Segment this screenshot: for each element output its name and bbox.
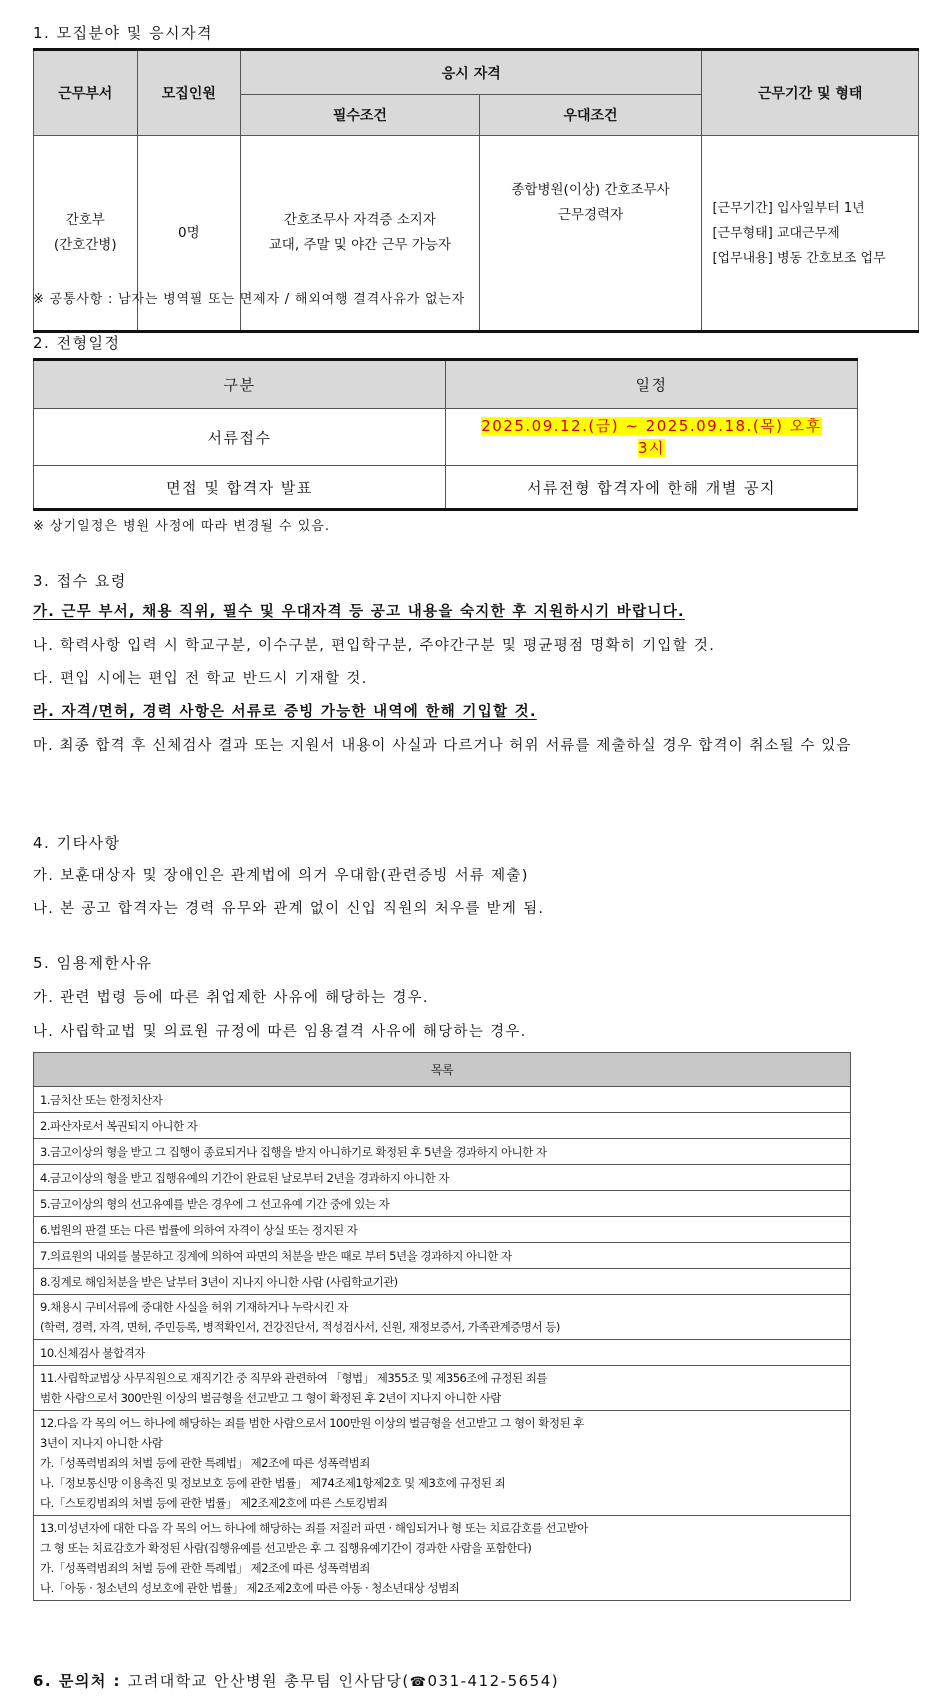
required-line-1: 간호조무사 자격증 소지자 (283, 212, 436, 228)
list-row (34, 1217, 851, 1243)
list-item-line: 나.「정보통신망 이용촉진 및 정보보호 등에 관한 법률」 제74조제1항제2호 및 제3호에 규정된 죄 (40, 1476, 506, 1490)
list-item-line: 2.파산자로서 복권되지 아니한 자 (40, 1118, 198, 1133)
list-row (34, 1113, 851, 1139)
header-schedule: 일정 (446, 360, 858, 409)
list-item-line: (학력, 경력, 자격, 면허, 주민등록, 병적확인서, 건강진단서, 적성검사서, 신원, 재정보증서, 가족관계증명서 등) (40, 1320, 560, 1334)
preferred-cell (479, 136, 702, 332)
list-item (34, 1295, 851, 1340)
list-item (34, 1087, 851, 1113)
list-item (34, 1269, 851, 1295)
preferred-line-1: 종합병원(이상) 간호조무사 (511, 182, 670, 198)
list-item-line: 8.징계로 해임처분을 받은 날부터 3년이 지나지 아니한 사람 (사립학교기관) (40, 1274, 398, 1289)
list-item-line: 3.금고이상의 형을 받고 그 집행이 종료되거나 집행을 받지 아니하기로 확정된 후 5년을 경과하지 아니한 자 (40, 1144, 547, 1159)
list-item (34, 1243, 851, 1269)
list-item-line: 4.금고이상의 형을 받고 집행유예의 기간이 완료된 날로부터 2년을 경과하지 아니한 자 (40, 1170, 450, 1185)
other-item-na: 나. 본 공고 합격자는 경력 유무와 관계 없이 신입 직원의 처우를 받게 됨. (33, 901, 545, 917)
list-item-line: 11.사립학교법상 사무직원으로 재직기간 중 직무와 관련하여 「형법」 제355조 및 제356조에 규정된 죄를 (40, 1371, 547, 1385)
common-note: ※ 공통사항 : 남자는 병역필 또는 면제자 / 해외여행 결격사유가 없는자 (33, 292, 466, 307)
header-qualification: 응시 자격 (241, 50, 702, 95)
list-row (34, 1516, 851, 1601)
list-row (34, 1243, 851, 1269)
header-preferred: 우대조건 (479, 95, 702, 136)
apply-item-ga: 가. 근무 부서, 채용 직위, 필수 및 우대자격 등 공고 내용을 숙지한 후 지원하시기 바랍니다. (33, 604, 685, 620)
restriction-item-ga: 가. 관련 법령 등에 따른 취업제한 사유에 해당하는 경우. (33, 990, 429, 1006)
count-cell: 0명 (137, 136, 241, 332)
list-item-line: 12.다음 각 목의 어느 하나에 해당하는 죄를 범한 사람으로서 100만원 이상의 벌금형을 선고받고 그 형이 확정된 후 (40, 1416, 584, 1430)
list-item-line: 13.미성년자에 대한 다음 각 목의 어느 하나에 해당하는 죄를 저질러 파면 · 해임되거나 형 또는 치료감호를 선고받아 (40, 1521, 588, 1535)
list-row (34, 1295, 851, 1340)
list-item (34, 1113, 851, 1139)
category-cell: 서류접수 (34, 409, 446, 466)
restriction-item-na: 나. 사립학교법 및 의료원 규정에 따른 임용결격 사유에 해당하는 경우. (33, 1024, 527, 1040)
list-row (34, 1340, 851, 1366)
list-item-line: 7.의료원의 내외를 불문하고 징계에 의하여 파면의 처분을 받은 때로 부터 5년을 경과하지 아니한 자 (40, 1248, 512, 1263)
header-period: 근무기간 및 형태 (702, 50, 919, 136)
schedule-highlight-1: 2025.09.12.(금) ~ 2025.09.18.(목) 오후 (481, 417, 822, 435)
section-2-title: 2. 전형일정 (33, 334, 121, 352)
contact-line (33, 1670, 559, 1691)
header-count: 모집인원 (137, 50, 241, 136)
apply-item-na: 나. 학력사항 입력 시 학교구분, 이수구분, 편입학구분, 주야간구분 및 평균평점 명확히 기입할 것. (33, 638, 716, 654)
list-item-line: 9.채용시 구비서류에 중대한 사실을 허위 기재하거나 누락시킨 자 (40, 1300, 348, 1314)
list-item (34, 1516, 851, 1601)
period-cell (702, 136, 919, 332)
schedule-note: ※ 상기일정은 병원 사정에 따라 변경될 수 있음. (33, 519, 330, 534)
list-item (34, 1165, 851, 1191)
restriction-list-table (33, 1052, 851, 1601)
list-item (34, 1340, 851, 1366)
section-1-title: 1. 모집분야 및 응시자격 (33, 24, 214, 42)
dept-line-2: (간호간병) (53, 237, 117, 253)
dept-line-1: 간호부 (65, 212, 105, 228)
list-item-line: 가.「성폭력범죄의 처벌 등에 관한 특례법」 제2조에 따른 성폭력범죄 (40, 1561, 370, 1575)
list-item-line: 3년이 지나지 아니한 사람 (40, 1436, 163, 1450)
list-item-line: 다.「스토킹범죄의 처벌 등에 관한 법률」 제2조제2호에 따른 스토킹범죄 (40, 1496, 388, 1510)
list-item (34, 1366, 851, 1411)
list-item-line: 6.법원의 판결 또는 다른 법률에 의하여 자격이 상실 또는 정지된 자 (40, 1222, 358, 1237)
period-line-2: [근무형태] 교대근무제 (712, 225, 840, 241)
list-item-line: 10.신체검사 불합격자 (40, 1345, 145, 1360)
contact-phone: 031-412-5654) (427, 1672, 560, 1690)
list-row (34, 1411, 851, 1516)
table-row (34, 466, 858, 510)
list-item-line: 나.「아동 · 청소년의 성보호에 관한 법률」 제2조제2호에 따른 아동 · 청소년대상 성범죄 (40, 1581, 460, 1595)
list-item (34, 1217, 851, 1243)
section-3-title: 3. 접수 요령 (33, 572, 127, 590)
section-5-title: 5. 임용제한사유 (33, 954, 153, 972)
list-row (34, 1191, 851, 1217)
list-item-line: 1.금치산 또는 한정치산자 (40, 1092, 163, 1107)
schedule-highlight-2: 3시 (637, 439, 666, 457)
table-row (34, 409, 858, 466)
list-row (34, 1165, 851, 1191)
restriction-list-body (34, 1087, 851, 1601)
list-item-line: 그 형 또는 치료감호가 확정된 사람(집행유예를 선고받은 후 그 집행유예기간이 경과한 사람을 포함한다) (40, 1541, 532, 1555)
apply-item-da: 다. 편입 시에는 편입 전 학교 반드시 기재할 것. (33, 671, 368, 687)
header-category: 구분 (34, 360, 446, 409)
schedule-cell: 서류전형 합격자에 한해 개별 공지 (446, 466, 858, 510)
list-header: 목록 (34, 1053, 851, 1087)
schedule-cell (446, 409, 858, 466)
required-line-2: 교대, 주말 및 야간 근무 가능자 (268, 237, 451, 253)
list-item (34, 1191, 851, 1217)
other-item-ga: 가. 보훈대상자 및 장애인은 관계법에 의거 우대함(관련증빙 서류 제출) (33, 868, 529, 884)
contact-text: 고려대학교 안산병원 총무팀 인사담당( (127, 1672, 410, 1690)
list-row (34, 1087, 851, 1113)
phone-icon: ☎ (409, 1675, 428, 1690)
list-row (34, 1139, 851, 1165)
list-item (34, 1411, 851, 1516)
period-line-3: [업무내용] 병동 간호보조 업무 (712, 250, 886, 266)
list-row (34, 1366, 851, 1411)
preferred-line-2: 근무경력자 (557, 207, 624, 223)
category-cell: 면접 및 합격자 발표 (34, 466, 446, 510)
apply-item-ra: 라. 자격/면허, 경력 사항은 서류로 증빙 가능한 내역에 한해 기입할 것. (33, 704, 537, 720)
header-required: 필수조건 (241, 95, 480, 136)
schedule-table (33, 358, 858, 511)
section-4-title: 4. 기타사항 (33, 834, 121, 852)
period-line-1: [근무기간] 입사일부터 1년 (712, 200, 865, 216)
apply-item-ma: 마. 최종 합격 후 신체검사 결과 또는 지원서 내용이 사실과 다르거나 허위 서류를 제출하실 경우 합격이 취소될 수 있음 (33, 738, 852, 754)
list-item-line: 가.「성폭력범죄의 처벌 등에 관한 특례법」 제2조에 따른 성폭력범죄 (40, 1456, 370, 1470)
list-row (34, 1269, 851, 1295)
list-item-line: 범한 사람으로서 300만원 이상의 벌금형을 선고받고 그 형이 확정된 후 2년이 지나지 아니한 사람 (40, 1391, 501, 1405)
list-item-line: 5.금고이상의 형의 선고유예를 받은 경우에 그 선고유예 기간 중에 있는 자 (40, 1196, 390, 1211)
list-item (34, 1139, 851, 1165)
header-dept: 근무부서 (34, 50, 138, 136)
contact-label: 6. 문의처 : (33, 1672, 128, 1690)
